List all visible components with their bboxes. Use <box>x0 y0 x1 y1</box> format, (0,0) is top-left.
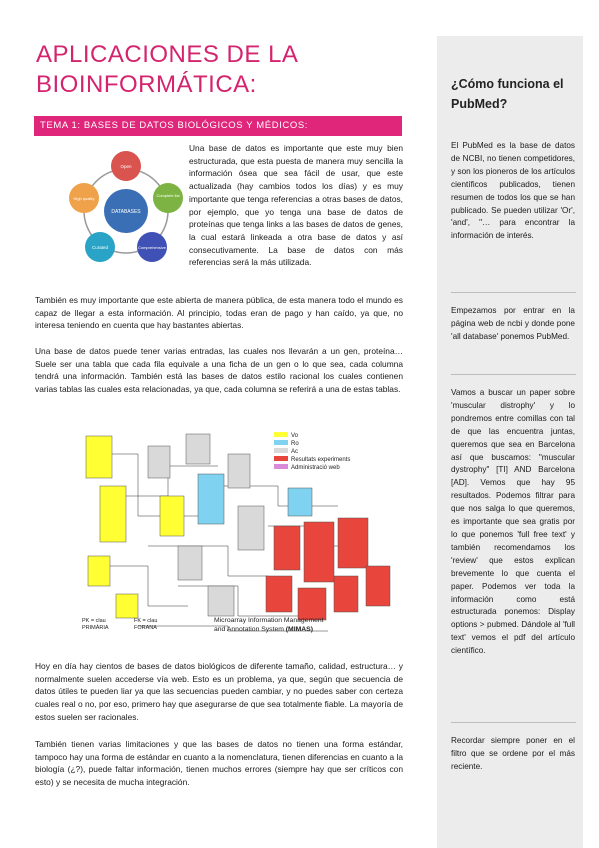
entries-paragraph: Una base de datos puede tener varias entradas, las cuales nos llevarán a un gen, proteína… Suele ser una tabla que cada fila equivale a una ficha de un gen o lo que sea, cada columna tendrá una información. También está las bases de datos estilo racional los cuales contienen varias tablas las cuales esta relacionadas, ya que, cada columna se referirá a una de estas tablas. <box>35 346 403 395</box>
red-table <box>366 566 390 606</box>
node-label: Curated <box>91 245 109 250</box>
section-heading: TEMA 1: BASES DE DATOS BIOLÓGICOS Y MÉDICOS: <box>34 116 402 136</box>
sidebar-paragraph-4: Recordar siempre poner en el filtro que se ordene por el más reciente. <box>451 736 575 771</box>
legend-swatch <box>274 448 288 453</box>
sidebar-title: ¿Cómo funciona el PubMed? <box>451 77 564 111</box>
node-label: High quality <box>73 196 95 201</box>
node-complete-list <box>153 183 183 213</box>
limitations-paragraph: También tienen varias limitaciones y que las bases de datos no tienen una forma estándar, tampoco hay una forma de estándar en cuanto a la nomenclatura, tienen diferencias en cuanto a la biología (¿?), puede faltar información, tienen muchos errores (siempre hay que ser críticos con esto) y se necesita de mucha integración. <box>35 739 403 788</box>
sidebar-paragraph-1: El PubMed es la base de datos de NCBI, no tienen competidores, y son los pioneros de los artículos científicos publicados, tienen resumen de todos los que se han publicado. Se pueden utilizar 'Or', 'and', "… para encontrar la información de interés. <box>451 141 575 241</box>
fk-sub-label: FORANA <box>134 625 157 631</box>
red-table <box>338 518 368 568</box>
legend-swatch <box>274 456 288 461</box>
sidebar-paragraph-2: Empezamos por entrar en la página web de ncbi y donde pone 'all database' ponemos PubMed. <box>451 306 575 341</box>
yellow-table <box>116 594 138 618</box>
grey-table <box>228 454 250 488</box>
node-label: Comprehensive <box>137 245 167 250</box>
red-table <box>298 588 326 620</box>
red-table <box>274 526 300 570</box>
legend-label: Resultats experiments <box>291 457 351 463</box>
caption-line-1: Microarray Information Management <box>214 617 324 624</box>
pk-sub-label: PRIMÀRIA <box>82 625 109 631</box>
legend-label: Vo <box>291 433 299 439</box>
legend-swatch <box>274 432 288 437</box>
caption-line-2: and Annotation System (MIMAS) <box>214 626 313 633</box>
database-qualities-diagram <box>66 144 186 274</box>
legend-swatch <box>274 464 288 469</box>
yellow-table <box>88 556 110 586</box>
relational-schema-diagram <box>78 426 398 646</box>
sidebar-paragraph-3: Vamos a buscar un paper sobre 'muscular distrophy' y lo pondremos entre comillas con tal de que las encuentra juntas, queremos que sea en Barcelona así que buscamos: "muscular dystrophy" [TI] AND Barcelona [AD]. Vemos que hay 95 resultados. Podemos filtrar para que nos salga lo que queremos, es importante que sea gratis por lo que ponemos 'full free text' y también recomendamos los 'review' que estos explican brevemente lo que cuenta el paper. Podemos ver toda la información como está estructurada ponemos: Display options > pubmed. Dándole al 'full text' vemos el pdf del artículo científico. <box>451 388 575 656</box>
node-label: Complete list <box>156 193 180 198</box>
page-title <box>36 40 406 100</box>
title-line-1: APLICACIONES DE LA <box>36 41 299 68</box>
sidebar-divider <box>451 722 576 723</box>
legend-label: Administració web <box>291 465 340 471</box>
yellow-table <box>160 496 184 536</box>
node-label: Open <box>120 164 132 169</box>
yellow-table <box>86 436 112 478</box>
pk-label: PK = clau <box>82 618 106 624</box>
schema-legend <box>274 432 350 471</box>
grey-table <box>238 506 264 550</box>
blue-table <box>198 474 224 524</box>
blue-table <box>288 488 312 516</box>
legend-swatch <box>274 440 288 445</box>
grey-table <box>186 434 210 464</box>
intro-paragraph: Una base de datos es importante que este muy bien estructurada, que esta puesta de manera muy sencilla la información ósea que sea fácil de usar, que este actualizada (hay cambios todos los días) y es muy importante que tenga referencias a otras bases de datos, por ejemplo, que yo tenga una base de datos de proteínas que tenga links a las bases de datos de genes, la cual estará linkeada a otra base de datos y así consecutivamente. La base de datos con más referencias será la más utilizada. <box>189 143 403 268</box>
red-table <box>304 522 334 582</box>
title-line-2: BIOINFORMÁTICA: <box>36 71 257 98</box>
grey-table <box>208 586 234 616</box>
public-access-paragraph: También es muy importante que este abierta de manera pública, de esta manera todo el mundo es capaz de llegar a esta información. Al principio, todas eran de pago y han caído, ya que, no interesa teniendo en cuenta que hay bastantes abiertas. <box>35 295 403 331</box>
yellow-table <box>100 486 126 542</box>
grey-table <box>178 546 202 580</box>
legend-label: Ro <box>291 441 299 447</box>
sidebar-divider <box>451 374 576 375</box>
today-paragraph: Hoy en día hay cientos de bases de datos biológicos de diferente tamaño, calidad, estructura… y normalmente suelen accederse vía web. Esto es un problema, ya que, según que secuencia de datos útiles te pueden liar ya que las secuencias pueden cambiar, y no puedes saber con certeza cuales real o no, por eso, primero hay que asegurarse de que sea totalmente fiable. La mayoría de estos suelen ser racionales. <box>35 661 403 722</box>
grey-table <box>148 446 170 478</box>
fk-label: FK = clau <box>134 618 158 624</box>
red-table <box>266 576 292 612</box>
sidebar-divider <box>451 292 576 293</box>
legend-label: Ac <box>291 449 299 455</box>
red-table <box>334 576 358 612</box>
center-label: DATABASES <box>111 209 141 215</box>
